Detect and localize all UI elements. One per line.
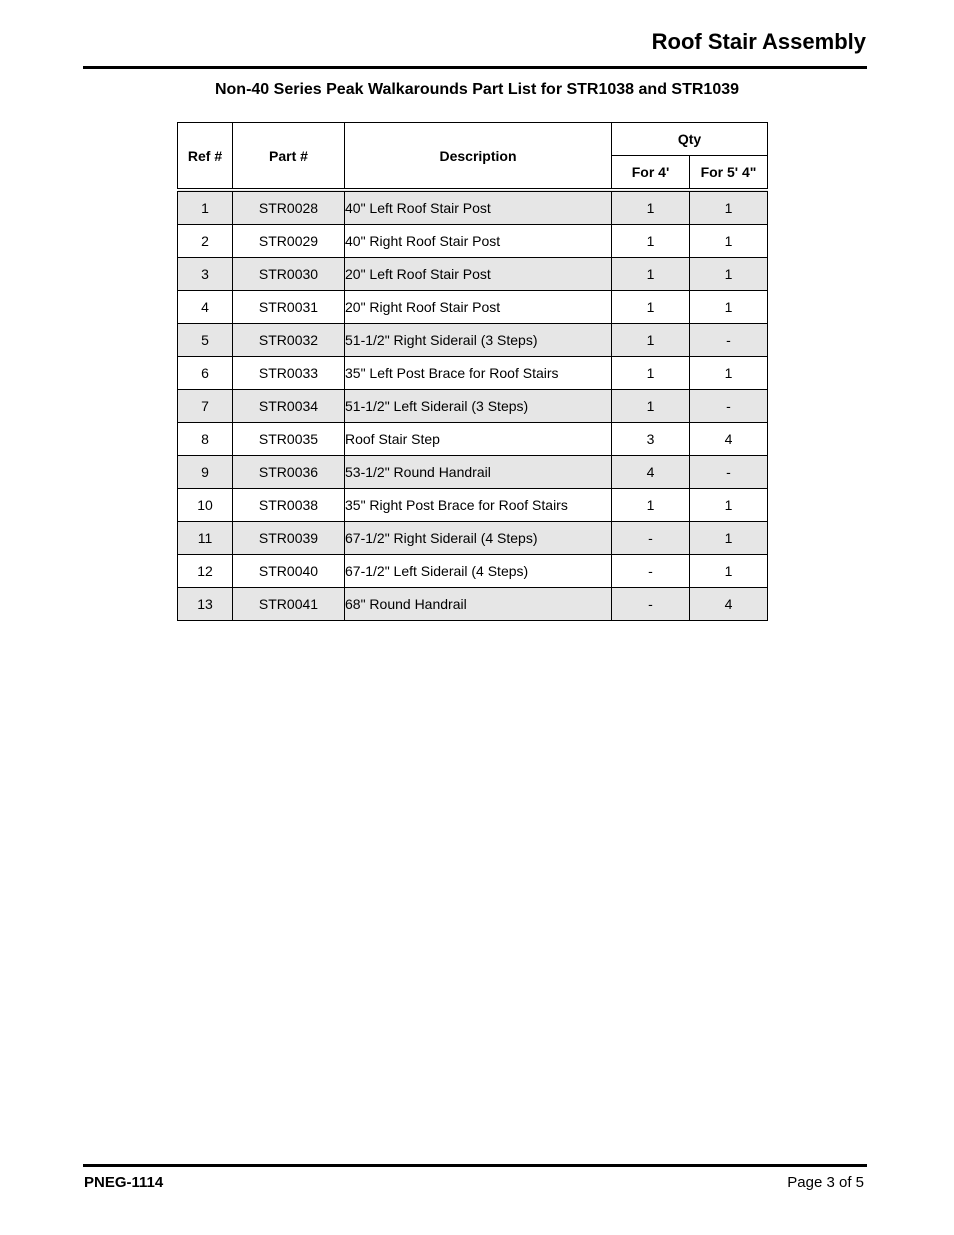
description-cell: 68" Round Handrail	[345, 588, 612, 621]
part-number-cell: STR0036	[233, 456, 345, 489]
ref-cell: 6	[178, 357, 233, 390]
qty-5-4-cell: 1	[690, 555, 768, 588]
qty-5-4-cell: 1	[690, 291, 768, 324]
qty-5-4-cell: 1	[690, 225, 768, 258]
qty-5-4-cell: 4	[690, 588, 768, 621]
ref-cell: 2	[178, 225, 233, 258]
part-number-cell: STR0033	[233, 357, 345, 390]
part-number-cell: STR0040	[233, 555, 345, 588]
qty-4-cell: 4	[612, 456, 690, 489]
table-row	[178, 258, 768, 291]
part-number-cell: STR0028	[233, 190, 345, 225]
qty-4-cell: 1	[612, 357, 690, 390]
header-for-4: For 4'	[612, 156, 690, 191]
header-ref: Ref #	[178, 123, 233, 191]
part-number-cell: STR0035	[233, 423, 345, 456]
qty-5-4-cell: 1	[690, 190, 768, 225]
qty-4-cell: 1	[612, 324, 690, 357]
ref-cell: 4	[178, 291, 233, 324]
table-row	[178, 489, 768, 522]
part-number-cell: STR0029	[233, 225, 345, 258]
description-cell: 35" Left Post Brace for Roof Stairs	[345, 357, 612, 390]
qty-5-4-cell: -	[690, 324, 768, 357]
description-cell: 51-1/2" Right Siderail (3 Steps)	[345, 324, 612, 357]
qty-4-cell: -	[612, 522, 690, 555]
qty-5-4-cell: 1	[690, 357, 768, 390]
ref-cell: 1	[178, 190, 233, 225]
table-row	[178, 357, 768, 390]
document-id: PNEG-1114	[84, 1174, 164, 1191]
header-description: Description	[345, 123, 612, 191]
parts-table	[177, 122, 768, 621]
description-cell: 40" Left Roof Stair Post	[345, 190, 612, 225]
part-number-cell: STR0032	[233, 324, 345, 357]
description-cell: 67-1/2" Left Siderail (4 Steps)	[345, 555, 612, 588]
ref-cell: 3	[178, 258, 233, 291]
ref-cell: 7	[178, 390, 233, 423]
description-cell: 67-1/2" Right Siderail (4 Steps)	[345, 522, 612, 555]
qty-4-cell: 1	[612, 258, 690, 291]
ref-cell: 12	[178, 555, 233, 588]
section-title: Non-40 Series Peak Walkarounds Part List for STR1038 and STR1039	[214, 81, 740, 98]
table-row	[178, 291, 768, 324]
description-cell: 40" Right Roof Stair Post	[345, 225, 612, 258]
page-title: Roof Stair Assembly	[651, 29, 866, 54]
table-row	[178, 190, 768, 225]
table-row	[178, 456, 768, 489]
description-cell: 53-1/2" Round Handrail	[345, 456, 612, 489]
header-part: Part #	[233, 123, 345, 191]
qty-4-cell: 1	[612, 489, 690, 522]
ref-cell: 9	[178, 456, 233, 489]
table-row	[178, 423, 768, 456]
table-row	[178, 555, 768, 588]
description-cell: 20" Left Roof Stair Post	[345, 258, 612, 291]
ref-cell: 5	[178, 324, 233, 357]
description-cell: 20" Right Roof Stair Post	[345, 291, 612, 324]
parts-table-body	[178, 190, 768, 621]
qty-4-cell: 1	[612, 225, 690, 258]
part-number-cell: STR0031	[233, 291, 345, 324]
part-number-cell: STR0038	[233, 489, 345, 522]
qty-4-cell: -	[612, 588, 690, 621]
table-row	[178, 324, 768, 357]
qty-4-cell: 3	[612, 423, 690, 456]
footer-rule	[83, 1164, 867, 1167]
part-number-cell: STR0034	[233, 390, 345, 423]
ref-cell: 11	[178, 522, 233, 555]
description-cell: Roof Stair Step	[345, 423, 612, 456]
qty-4-cell: 1	[612, 390, 690, 423]
part-number-cell: STR0030	[233, 258, 345, 291]
qty-4-cell: 1	[612, 291, 690, 324]
page-number: Page 3 of 5	[787, 1174, 864, 1191]
header-rule	[83, 66, 867, 69]
header-for-5-4: For 5' 4"	[690, 156, 768, 191]
ref-cell: 10	[178, 489, 233, 522]
table-row	[178, 225, 768, 258]
qty-5-4-cell: 1	[690, 489, 768, 522]
qty-5-4-cell: -	[690, 456, 768, 489]
table-row	[178, 588, 768, 621]
description-cell: 35" Right Post Brace for Roof Stairs	[345, 489, 612, 522]
description-cell: 51-1/2" Left Siderail (3 Steps)	[345, 390, 612, 423]
table-row	[178, 390, 768, 423]
qty-5-4-cell: -	[690, 390, 768, 423]
ref-cell: 13	[178, 588, 233, 621]
part-number-cell: STR0039	[233, 522, 345, 555]
part-number-cell: STR0041	[233, 588, 345, 621]
ref-cell: 8	[178, 423, 233, 456]
qty-5-4-cell: 1	[690, 522, 768, 555]
header-qty: Qty	[612, 123, 768, 156]
qty-4-cell: -	[612, 555, 690, 588]
table-row	[178, 522, 768, 555]
qty-4-cell: 1	[612, 190, 690, 225]
qty-5-4-cell: 4	[690, 423, 768, 456]
qty-5-4-cell: 1	[690, 258, 768, 291]
